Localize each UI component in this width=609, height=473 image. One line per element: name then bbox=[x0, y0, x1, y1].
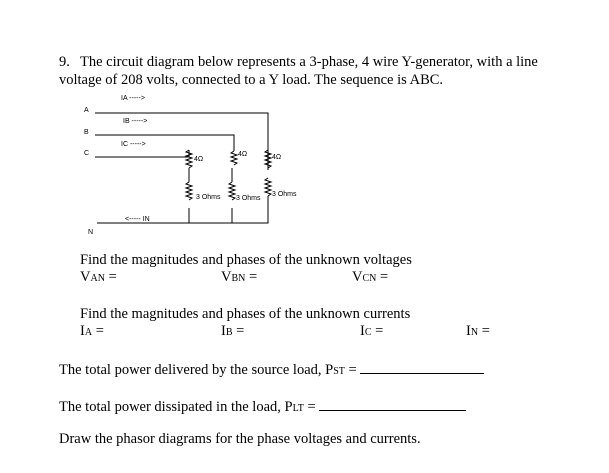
node-b-label: B bbox=[84, 129, 89, 136]
resistor-top-1-label: 4Ω bbox=[194, 156, 204, 163]
current-ic-label: IC -----> bbox=[121, 141, 146, 148]
node-c-label: C bbox=[84, 150, 90, 157]
current-in-label: <----- IN bbox=[125, 216, 150, 223]
resistor-bottom-3 bbox=[265, 178, 271, 196]
currents-heading: Find the magnitudes and phases of the unknown currents bbox=[80, 306, 411, 322]
problem-number: 9. bbox=[59, 54, 70, 70]
current-ia-label: IA -----> bbox=[121, 95, 145, 102]
resistor-bottom-1-label: 3 Ohms bbox=[196, 194, 221, 201]
power-load-answer-blank bbox=[319, 397, 466, 411]
voltage-vcn: VCN = bbox=[352, 269, 389, 285]
resistor-bottom-2-label: 3 Ohms bbox=[236, 195, 261, 202]
resistor-top-1 bbox=[186, 150, 192, 168]
current-ic: IC = bbox=[360, 323, 384, 339]
current-ib: IB = bbox=[221, 323, 245, 339]
voltages-heading: Find the magnitudes and phases of the unknown voltages bbox=[80, 252, 412, 268]
phasor-instruction: Draw the phasor diagrams for the phase voltages and currents. bbox=[59, 431, 421, 447]
resistor-bottom-3-label: 3 Ohms bbox=[272, 191, 297, 198]
resistor-top-3-label: 4Ω bbox=[272, 154, 282, 161]
resistor-top-3 bbox=[265, 150, 271, 168]
power-source-answer-blank bbox=[360, 360, 484, 374]
current-ib-label: IB -----> bbox=[123, 118, 148, 125]
power-source-question: The total power delivered by the source load, PST = bbox=[59, 360, 484, 380]
node-a-label: A bbox=[84, 107, 89, 114]
voltage-van: VAN = bbox=[80, 269, 117, 285]
resistor-bottom-1 bbox=[186, 182, 192, 200]
wire-b bbox=[95, 135, 234, 151]
wire-c bbox=[95, 150, 189, 157]
problem-line-1: The circuit diagram below represents a 3-phase, 4 wire Y-generator, with a line bbox=[80, 54, 538, 70]
resistor-bottom-2 bbox=[229, 182, 235, 200]
current-in: IN = bbox=[466, 323, 490, 339]
current-ia: IA = bbox=[80, 323, 104, 339]
resistor-top-2-label: 4Ω bbox=[238, 151, 248, 158]
problem-line-2: voltage of 208 volts, connected to a Y load. The sequence is ABC. bbox=[59, 72, 444, 88]
resistor-top-2 bbox=[231, 151, 237, 165]
power-load-question: The total power dissipated in the load, PLT = bbox=[59, 397, 466, 417]
voltage-vbn: VBN = bbox=[221, 269, 258, 285]
node-n-label: N bbox=[88, 229, 94, 236]
